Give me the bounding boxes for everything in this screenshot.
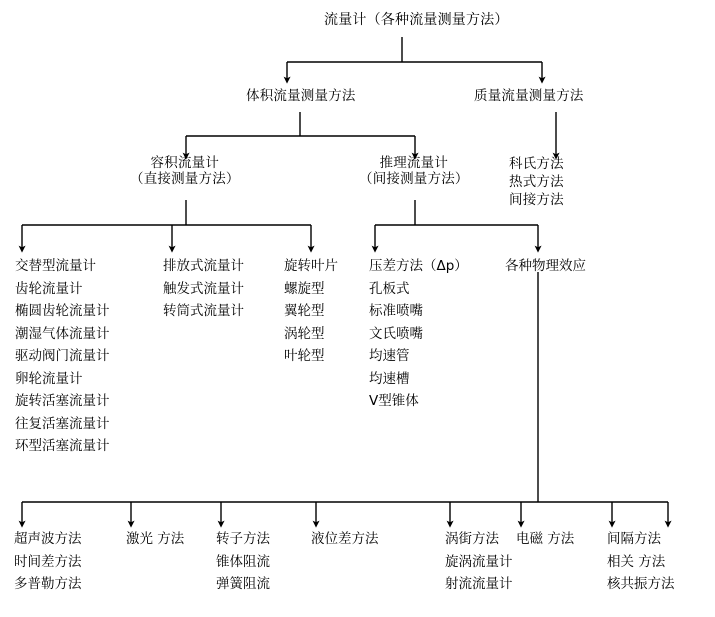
- node-inferential: [359, 155, 469, 187]
- list-item: 转筒式流量计: [163, 303, 244, 319]
- node-positive-displacement-line2: （直接测量方法）: [130, 171, 240, 187]
- node-mass-methods-line3: 间接方法: [509, 192, 564, 208]
- list-item: 均速管: [369, 348, 410, 364]
- list-item: 均速槽: [369, 370, 410, 387]
- list-item: 电磁 方法: [516, 531, 575, 547]
- list-item: Ⅴ型锥体: [369, 393, 419, 409]
- node-volume-flow: [246, 88, 356, 104]
- list-item: 交替型流量计: [15, 258, 96, 274]
- list-item: 多普勒方法: [14, 576, 82, 592]
- list-item: 锥体阻流: [216, 553, 270, 570]
- node-volume-flow-label: 体积流量测量方法: [246, 88, 356, 104]
- list-item: 环型活塞流量计: [15, 438, 110, 454]
- list-item: 触发式流量计: [163, 280, 244, 297]
- list-item: 涡街方法: [445, 531, 499, 547]
- list-item: 潮湿气体流量计: [15, 325, 110, 342]
- list-item: 激光 方法: [126, 531, 185, 547]
- node-positive-displacement: [130, 155, 240, 187]
- list-item: 间隔方法: [607, 531, 661, 547]
- list-item: 螺旋型: [284, 280, 325, 297]
- list-item: 时间差方法: [14, 553, 82, 570]
- node-mass-flow: [474, 88, 584, 104]
- column-physical-effects: [505, 255, 586, 278]
- column-rotating-vane: [284, 255, 338, 368]
- list-item: 文氏喷嘴: [369, 325, 423, 342]
- column-discharge: [163, 255, 244, 323]
- list-item: 排放式流量计: [163, 258, 244, 274]
- list-item: 翼轮型: [284, 303, 325, 319]
- list-item: 驱动阀门流量计: [15, 348, 110, 364]
- node-positive-displacement-line1: 容积流量计: [150, 155, 220, 171]
- node-mass-methods-line2: 热式方法: [509, 174, 564, 190]
- node-inferential-line2: （间接测量方法）: [359, 171, 469, 187]
- node-mass-methods-line1: 科氏方法: [509, 156, 564, 172]
- list-item: 弹簧阻流: [216, 576, 270, 592]
- list-item: 孔板式: [369, 280, 410, 297]
- list-item: 齿轮流量计: [15, 280, 83, 297]
- node-mass-methods: [509, 155, 564, 209]
- list-item: 旋转活塞流量计: [15, 393, 110, 409]
- list-item: 液位差方法: [311, 531, 379, 547]
- list-item: 旋转叶片: [284, 258, 338, 274]
- list-item: 射流流量计: [445, 576, 513, 592]
- column-level-difference: [311, 528, 379, 551]
- column-alternating: [15, 255, 110, 458]
- list-item: 相关 方法: [607, 553, 666, 570]
- list-item: 转子方法: [216, 531, 270, 547]
- column-ultrasonic: [14, 528, 82, 596]
- column-differential-pressure: [369, 255, 468, 413]
- node-inferential-line1: 推理流量计: [379, 155, 449, 171]
- list-item: 超声波方法: [14, 531, 82, 547]
- column-laser: [126, 528, 184, 551]
- column-interval: [607, 528, 675, 596]
- list-item: 旋涡流量计: [445, 553, 513, 570]
- column-electromagnetic: [516, 528, 574, 551]
- node-mass-flow-label: 质量流量测量方法: [474, 88, 584, 104]
- list-item: 椭圆齿轮流量计: [15, 303, 110, 319]
- column-vortex: [445, 528, 513, 596]
- list-item: 卵轮流量计: [15, 370, 83, 387]
- list-item: 涡轮型: [284, 325, 325, 342]
- list-item: 各种物理效应: [505, 258, 586, 274]
- list-item: 压差方法（Δp）: [369, 258, 468, 274]
- list-item: 往复活塞流量计: [15, 415, 110, 432]
- list-item: 叶轮型: [284, 348, 325, 364]
- column-rotor: [216, 528, 270, 596]
- node-title: [324, 12, 509, 28]
- list-item: 标准喷嘴: [369, 303, 423, 319]
- list-item: 核共振方法: [607, 576, 675, 592]
- node-title-label: 流量计（各种流量测量方法）: [324, 12, 509, 28]
